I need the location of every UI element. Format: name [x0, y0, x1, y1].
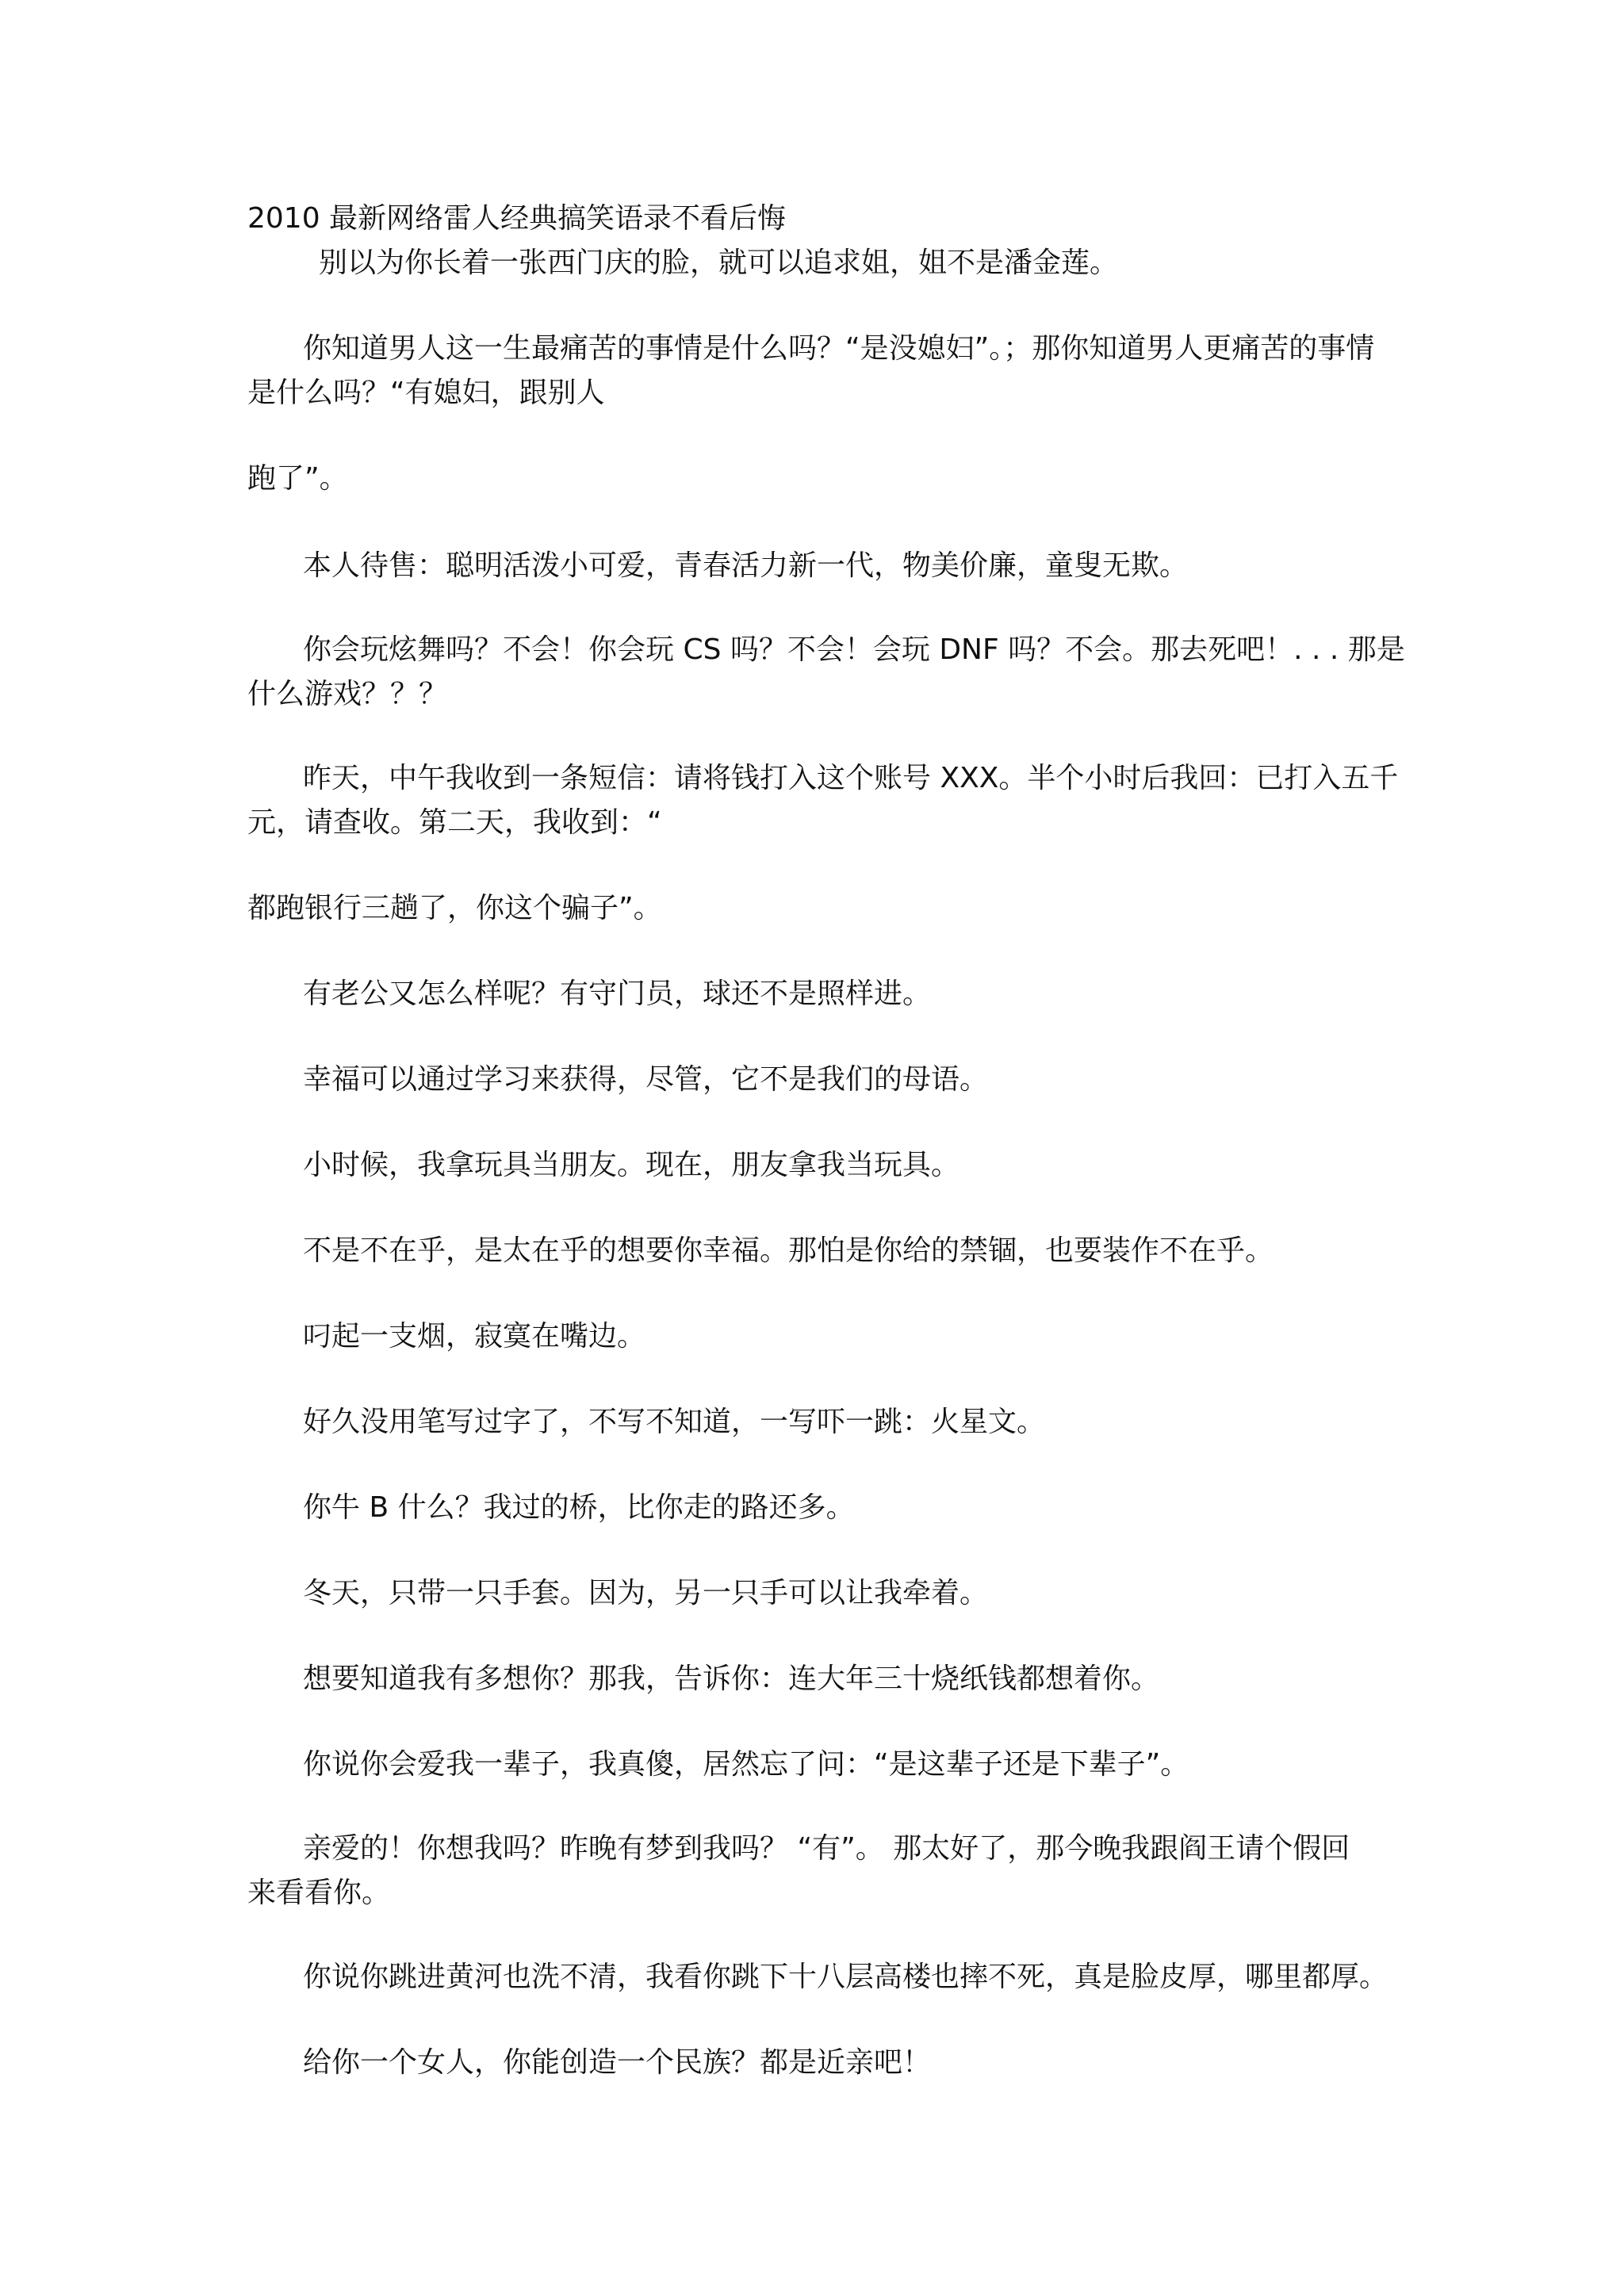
text-line-6: 你会玩炫舞吗？不会！你会玩 CS 吗？不会！会玩 DNF 吗？不会。那去死吧！. . . 那是 [303, 633, 1405, 666]
text-line-3: 是什么吗？“有媳妇，跟别人 [247, 377, 605, 409]
text-line-12: 幸福可以通过学习来获得，尽管，它不是我们的母语。 [303, 1063, 989, 1096]
document-title: 2010 最新网络雷人经典搞笑语录不看后悔 [247, 202, 787, 235]
text-line-23: 你说你跳进黄河也洗不清，我看你跳下十八层高楼也摔不死，真是脸皮厚，哪里都厚。 [303, 1961, 1388, 1993]
text-line-19: 想要知道我有多想你？那我，告诉你：连大年三十烧纸钱都想着你。 [303, 1663, 1160, 1695]
text-line-15: 叼起一支烟，寂寞在嘴边。 [303, 1320, 646, 1353]
text-line-9: 元，请查收。第二天，我收到：“ [247, 806, 662, 839]
text-line-17: 你牛 B 什么？我过的桥，比你走的路还多。 [303, 1491, 855, 1524]
text-line-24: 给你一个女人，你能创造一个民族？都是近亲吧！ [303, 2046, 932, 2079]
text-line-4: 跑了”。 [247, 462, 348, 495]
text-line-13: 小时候，我拿玩具当朋友。现在，朋友拿我当玩具。 [303, 1149, 960, 1181]
text-line-10: 都跑银行三趟了，你这个骗子”。 [247, 892, 662, 924]
text-line-11: 有老公又怎么样呢？有守门员，球还不是照样进。 [303, 978, 932, 1010]
text-line-18: 冬天，只带一只手套。因为，另一只手可以让我牵着。 [303, 1577, 989, 1609]
text-line-2: 你知道男人这一生最痛苦的事情是什么吗？“是没媳妇”。；那你知道男人更痛苦的事情 [303, 332, 1375, 365]
text-line-8: 昨天，中午我收到一条短信：请将钱打入这个账号 XXX。半个小时后我回：已打入五千 [303, 762, 1399, 794]
text-line-1: 别以为你长着一张西门庆的脸，就可以追求姐，姐不是潘金莲。 [319, 247, 1119, 279]
text-line-7: 什么游戏？？？ [247, 678, 448, 710]
text-line-16: 好久没用笔写过字了，不写不知道，一写吓一跳：火星文。 [303, 1406, 1046, 1438]
text-line-21: 亲爱的！你想我吗？昨晚有梦到我吗？ “有”。 那太好了，那今晚我跟阎王请个假回 [303, 1832, 1350, 1865]
text-line-5: 本人待售：聪明活泼小可爱，青春活力新一代，物美价廉，童叟无欺。 [303, 549, 1189, 582]
text-line-20: 你说你会爱我一辈子，我真傻，居然忘了问：“是这辈子还是下辈子”。 [303, 1748, 1189, 1781]
text-line-14: 不是不在乎，是太在乎的想要你幸福。那怕是你给的禁锢，也要装作不在乎。 [303, 1234, 1274, 1267]
text-line-22: 来看看你。 [247, 1877, 391, 1909]
